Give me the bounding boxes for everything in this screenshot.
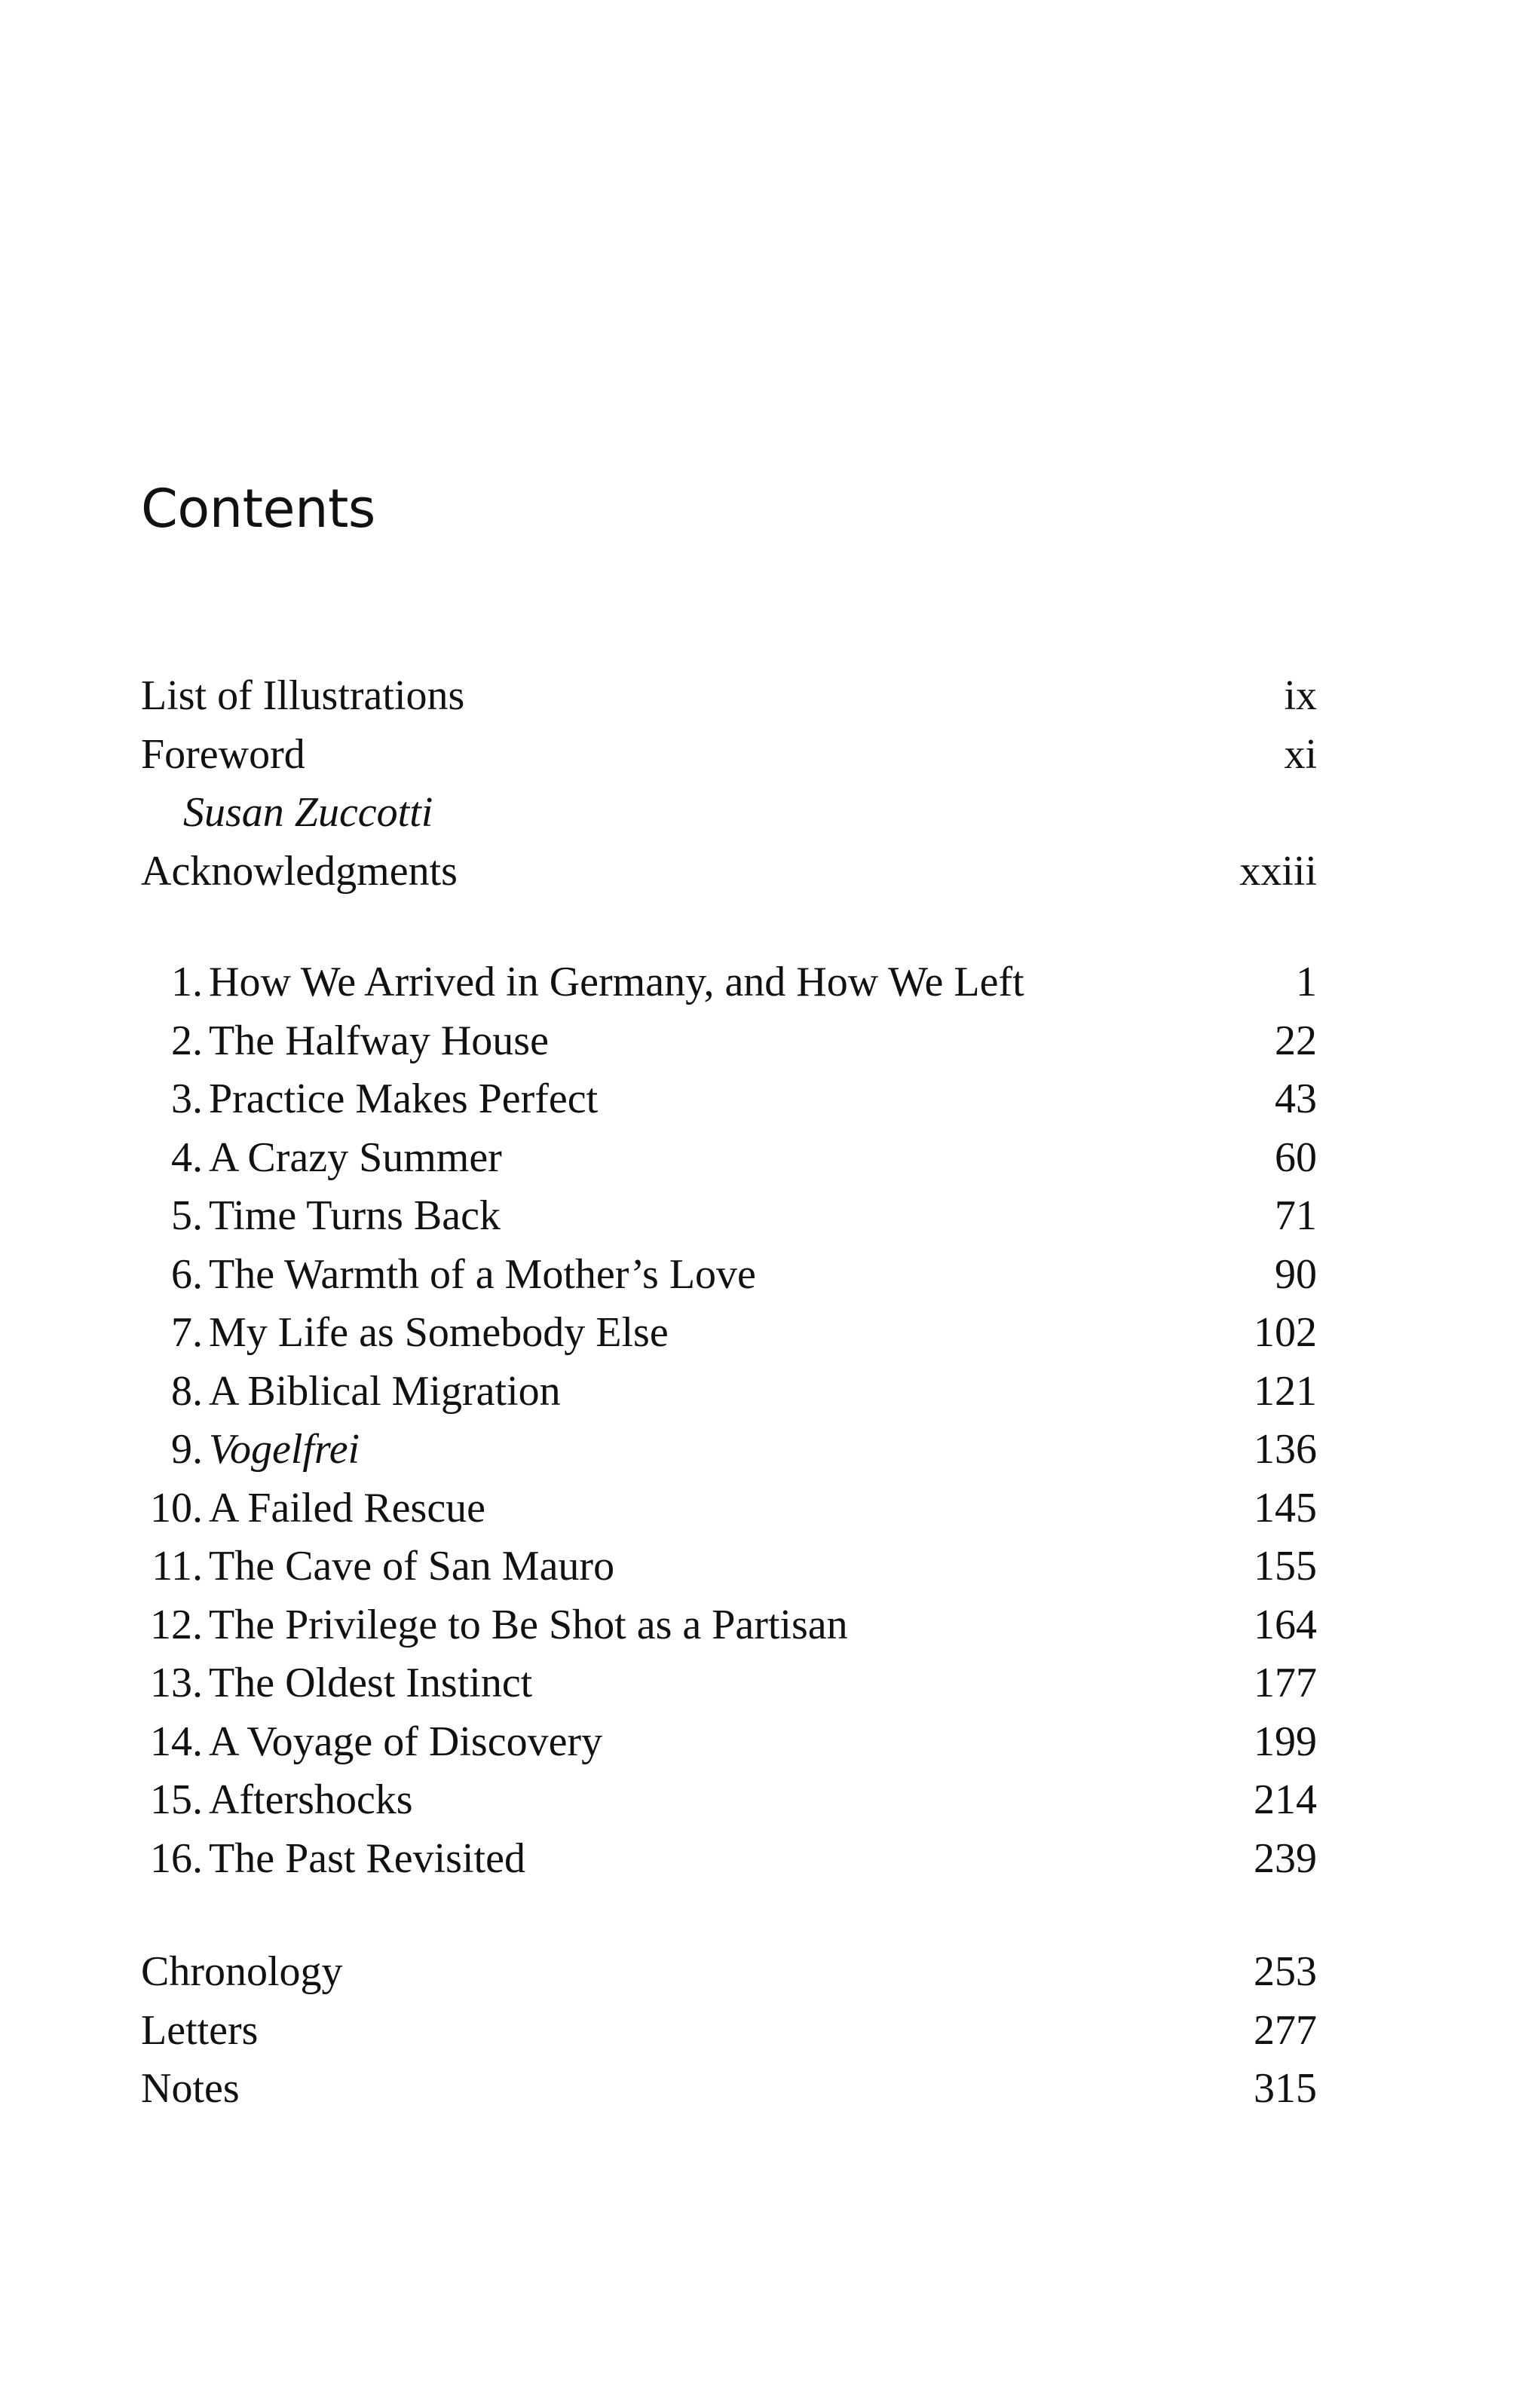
- chapter-number: 9.: [171, 1426, 203, 1473]
- chapter-title: Practice Makes Perfect: [209, 1075, 599, 1122]
- chapter-page: 71: [1275, 1192, 1317, 1239]
- chapter-title: My Life as Somebody Else: [209, 1309, 669, 1356]
- chapter-number: 5.: [171, 1192, 203, 1239]
- chapter-entry: [141, 1479, 1317, 1538]
- toc-entry-page: xxiii: [1239, 847, 1317, 895]
- toc-entry-chronology: [141, 1943, 1317, 2002]
- chapter-number: 8.: [171, 1367, 203, 1415]
- toc-entry-acknowledgments: [141, 843, 1317, 901]
- chapter-page: 102: [1254, 1309, 1317, 1356]
- chapter-number: 2.: [171, 1017, 203, 1064]
- chapter-entry: [141, 1304, 1317, 1363]
- toc-entry-list-of-illustrations: [141, 667, 1317, 726]
- chapter-entry: [141, 1421, 1317, 1479]
- toc-entry-notes: [141, 2060, 1317, 2119]
- chapter-title: Aftershocks: [209, 1776, 413, 1823]
- chapter-page: 145: [1254, 1484, 1317, 1531]
- chapter-title: Time Turns Back: [209, 1192, 501, 1239]
- page-title: Contents: [141, 478, 375, 540]
- chapter-entry: [141, 1012, 1317, 1071]
- chapter-entry: [141, 1129, 1317, 1188]
- chapter-number: 13.: [150, 1660, 203, 1706]
- chapter-entry: [141, 1771, 1317, 1830]
- chapter-entry: [141, 1713, 1317, 1772]
- chapter-title: The Oldest Instinct: [209, 1660, 533, 1706]
- toc-entry-letters: [141, 2002, 1317, 2061]
- chapter-number: 1.: [171, 959, 203, 1005]
- chapter-title: The Warmth of a Mother’s Love: [209, 1250, 756, 1298]
- chapter-list: [141, 953, 1317, 1888]
- chapter-page: 136: [1254, 1426, 1317, 1473]
- toc-entry-page: 277: [1254, 2006, 1317, 2054]
- chapter-page: 22: [1275, 1017, 1317, 1064]
- chapter-entry: [141, 1538, 1317, 1596]
- chapter-page: 239: [1254, 1834, 1317, 1882]
- toc-entry-page: 253: [1254, 1948, 1317, 1995]
- back-matter-list: [141, 1943, 1317, 2119]
- toc-entry-foreword: [141, 726, 1317, 785]
- foreword-author-name: Susan Zuccotti: [183, 789, 433, 836]
- toc-entry-page: xi: [1284, 730, 1317, 778]
- toc-entry-title: Chronology: [141, 1948, 343, 1995]
- chapter-number: 11.: [152, 1543, 203, 1590]
- chapter-page: 43: [1275, 1075, 1317, 1122]
- chapter-number: 15.: [150, 1776, 203, 1823]
- chapter-page: 121: [1254, 1367, 1317, 1415]
- chapter-number: 12.: [150, 1601, 203, 1648]
- chapter-entry: [141, 1596, 1317, 1655]
- chapter-page: 1: [1296, 959, 1317, 1005]
- chapter-entry: [141, 1070, 1317, 1129]
- toc-entry-title: List of Illustrations: [141, 672, 465, 719]
- chapter-page: 177: [1254, 1660, 1317, 1706]
- chapter-title: A Biblical Migration: [209, 1367, 561, 1415]
- chapter-number: 7.: [171, 1309, 203, 1356]
- chapter-number: 10.: [150, 1484, 203, 1531]
- chapter-entry: [141, 953, 1317, 1012]
- chapter-number: 4.: [171, 1134, 203, 1181]
- chapter-entry: [141, 1830, 1317, 1889]
- chapter-page: 60: [1275, 1134, 1317, 1181]
- toc-entry-title: Notes: [141, 2065, 240, 2112]
- chapter-page: 164: [1254, 1601, 1317, 1648]
- chapter-page: 90: [1275, 1250, 1317, 1298]
- toc-entry-title: Letters: [141, 2006, 259, 2054]
- chapter-title: How We Arrived in Germany, and How We Left: [209, 959, 1024, 1005]
- foreword-author: [141, 784, 1317, 843]
- toc-entry-title: Acknowledgments: [141, 847, 458, 895]
- front-matter-list: [141, 667, 1317, 901]
- chapter-entry: [141, 1187, 1317, 1246]
- toc-entry-page: 315: [1254, 2065, 1317, 2112]
- toc-entry-page: ix: [1284, 672, 1317, 719]
- chapter-title: The Past Revisited: [209, 1834, 525, 1882]
- chapter-title: A Failed Rescue: [209, 1484, 486, 1531]
- chapter-title: The Cave of San Mauro: [209, 1543, 615, 1590]
- chapter-entry: [141, 1363, 1317, 1421]
- chapter-page: 155: [1254, 1543, 1317, 1590]
- chapter-number: 6.: [171, 1250, 203, 1298]
- chapter-title: The Halfway House: [209, 1017, 549, 1064]
- chapter-title: A Voyage of Discovery: [209, 1718, 603, 1765]
- chapter-entry: [141, 1654, 1317, 1713]
- chapter-page: 214: [1254, 1776, 1317, 1823]
- chapter-page: 199: [1254, 1718, 1317, 1765]
- chapter-entry: [141, 1246, 1317, 1305]
- chapter-title: The Privilege to Be Shot as a Partisan: [209, 1601, 848, 1648]
- chapter-title: A Crazy Summer: [209, 1134, 502, 1181]
- toc-entry-title: Foreword: [141, 730, 305, 778]
- chapter-number: 3.: [171, 1075, 203, 1122]
- chapter-number: 16.: [150, 1834, 203, 1882]
- chapter-title: Vogelfrei: [209, 1426, 360, 1473]
- chapter-number: 14.: [150, 1718, 203, 1765]
